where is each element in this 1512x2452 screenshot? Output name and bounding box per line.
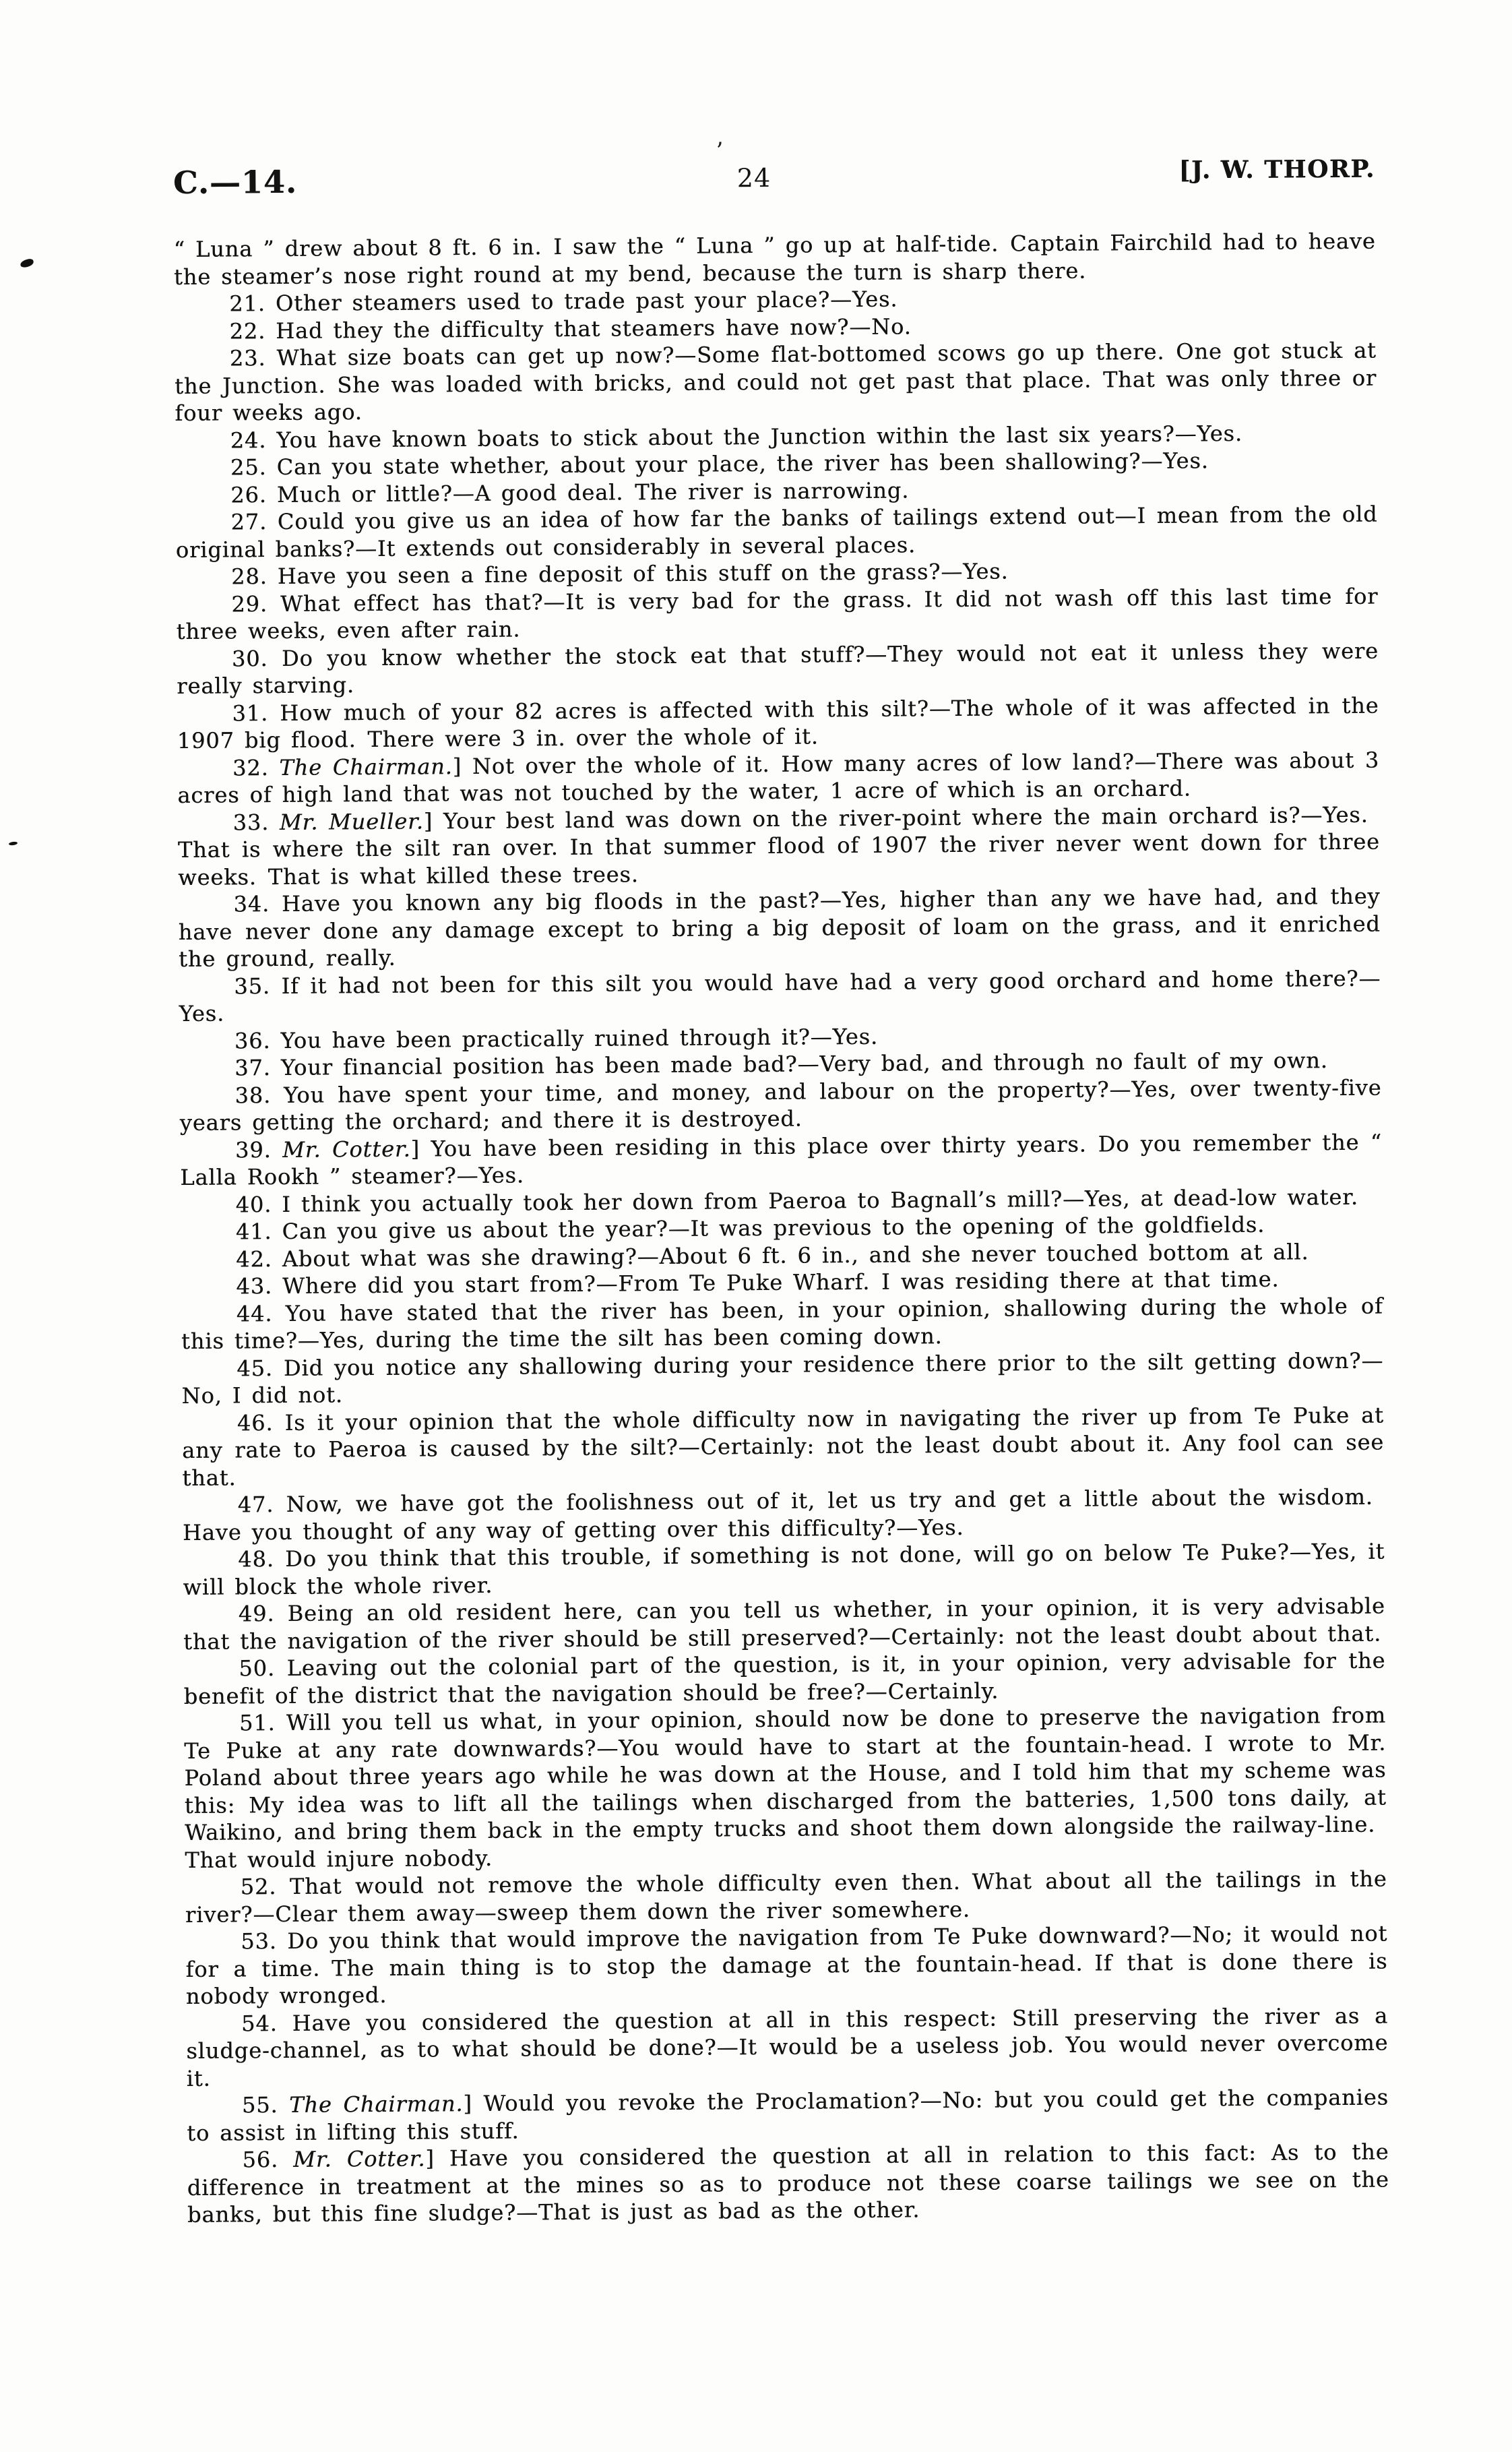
qa-paragraph: 51. Will you tell us what, in your opinion, should now be done to preserve the navigation from Te Puke at any rate downwards?—You would have to start at the fountain-head. I wrote to Mr. Poland about three years ago while he was down at the House, and I told him that my scheme was this: My idea was to lift all the tailings when discharged from the batteries, 1,500 tons daily, at Waikino, and bring them back in the empty trucks and shoot them down alongside the railway-line. That would injure nobody. (184, 1702, 1387, 1873)
qa-paragraph: 42. About what was she drawing?—About 6 ft. 6 in., and she never touched bottom at all. (236, 1238, 1309, 1272)
qa-paragraph: “ Luna ” drew about 8 ft. 6 in. I saw the “ Luna ” go up at half-tide. Captain Fairchild had to heave the steamer’s nose right round at my bend, because the turn is sharp there. (173, 228, 1376, 290)
qa-paragraph: 37. Your financial position has been made bad?—Very bad, and through no fault of my own. (234, 1047, 1328, 1081)
qa-paragraph: 54. Have you considered the question at all in this respect: Still preserving the river as a sludge-channel, as to what should be done?—It would be a useless job. You would never overcome it. (186, 2002, 1389, 2091)
qa-paragraph: 43. Where did you start from?—From Te Puke Wharf. I was residing there at that time. (236, 1266, 1280, 1299)
qa-paragraph: 53. Do you think that would improve the navigation from Te Puke downward?—No; it would not for a time. The main thing is to stop the damage at the fountain-head. If that is done there is nobody wronged. (185, 1920, 1388, 2009)
qa-paragraph: 34. Have you known any big floods in the past?—Yes, higher than any we have had, and they have never done any damage except to bring a big deposit of loam on the grass, and it enriched the ground, really. (178, 883, 1381, 973)
qa-paragraph: 33. Mr. Mueller.] Your best land was down on the river-point where the main orchard is?—Yes. That is where the silt ran over. In that summer flood of 1907 the river never went down for three weeks. That is what killed these trees. (177, 801, 1381, 890)
qa-paragraph: 31. How much of your 82 acres is affected with this silt?—The whole of it was affected in the 1907 big flood. There were 3 in. over the whole of it. (177, 692, 1379, 754)
qa-paragraph: 50. Leaving out the colonial part of the question, is it, in your opinion, very advisable for the benefit of the district that the navigation should be free?—Certainly. (183, 1647, 1386, 1709)
qa-paragraph: 41. Can you give us about the year?—It was previous to the opening of the goldfields. (235, 1211, 1265, 1245)
qa-paragraph: 52. That would not remove the whole difficulty even then. What about all the tailings in the river?—Clear them away—sweep them down the river somewhere. (185, 1866, 1387, 1928)
qa-paragraph: 48. Do you think that this trouble, if something is not done, will go on below Te Puke?—Yes, it will block the whole river. (183, 1538, 1385, 1600)
qa-paragraph: 39. Mr. Cotter.] You have been residing in this place over thirty years. Do you remember the “ Lalla Rookh ” steamer?—Yes. (180, 1129, 1383, 1191)
qa-paragraph: 24. You have known boats to stick about the Junction within the last six years?—Yes. (230, 420, 1243, 453)
qa-paragraph: 30. Do you know whether the stock eat that stuff?—They would not eat it unless they were really starving. (177, 638, 1379, 700)
qa-paragraph: 22. Had they the difficulty that steamers have now?—No. (229, 313, 912, 344)
qa-paragraph: 21. Other steamers used to trade past your place?—Yes. (229, 286, 898, 317)
qa-paragraph: 27. Could you give us an idea of how far the banks of tailings extend out—I mean from the old original banks?—It extends out considerably in several places. (175, 501, 1378, 563)
document-reference: C.—14. (172, 163, 298, 202)
qa-paragraph: 32. The Chairman.] Not over the whole of it. How many acres of low land?—There was about 3 acres of high land that was not touched by the water, 1 acre of which is an orchard. (177, 747, 1380, 809)
qa-paragraph: 55. The Chairman.] Would you revoke the Proclamation?—No: but you could get the companies to assist in lifting this stuff. (187, 2084, 1389, 2146)
transcript-body (174, 228, 1390, 2229)
qa-paragraph: 46. Is it your opinion that the whole difficulty now in navigating the river up from Te Puke at any rate to Paeroa is caused by the silt?—Certainly: not the least doubt about it. Any fool can see that. (182, 1402, 1385, 1491)
qa-paragraph: 29. What effect has that?—It is very bad for the grass. It did not wash off this last time for three weeks, even after rain. (176, 583, 1379, 645)
qa-paragraph: 44. You have stated that the river has been, in your opinion, shallowing during the whole of this time?—Yes, during the time the silt has been coming down. (181, 1293, 1383, 1354)
witness-reference: [J. W. THORP. (1178, 154, 1376, 185)
qa-paragraph: 45. Did you notice any shallowing during your residence there prior to the silt getting down?—No, I did not. (181, 1347, 1384, 1409)
qa-paragraph: 35. If it had not been for this silt you would have had a very good orchard and home there?—Yes. (179, 965, 1381, 1027)
qa-paragraph: 56. Mr. Cotter.] Have you considered the question at all in relation to this fact: As to the difference in treatment at the mines so as to produce not these coarse tailings we see on the banks, but this fine sludge?—That is just as bad as the other. (187, 2139, 1389, 2228)
stray-apostrophe-mark: ’ (716, 137, 724, 165)
qa-paragraph: 23. What size boats can get up now?—Some flat-bottomed scows go up there. One got stuck at the Junction. She was loaded with bricks, and could not get past that place. That was only three or four weeks ago. (175, 337, 1377, 427)
qa-paragraph: 38. You have spent your time, and money, and labour on the property?—Yes, over twenty-five years getting the orchard; and there it is destroyed. (179, 1074, 1382, 1136)
qa-paragraph: 25. Can you state whether, about your place, the river has been shallowing?—Yes. (230, 448, 1209, 481)
page-number: 24 (736, 162, 771, 193)
qa-paragraph: 28. Have you seen a fine deposit of this stuff on the grass?—Yes. (230, 558, 1009, 590)
qa-paragraph: 26. Much or little?—A good deal. The river is narrowing. (230, 477, 910, 508)
qa-paragraph: 36. You have been practically ruined through it?—Yes. (234, 1023, 879, 1053)
page-header (172, 137, 1376, 208)
qa-paragraph: 47. Now, we have got the foolishness out of it, let us try and get a little about the wisdom. Have you thought of any way of getting over this difficulty?—Yes. (182, 1483, 1385, 1545)
qa-paragraph: 49. Being an old resident here, can you tell us whether, in your opinion, it is very advisable that the navigation of the river should be still preserved?—Certainly: not the least doubt about that. (183, 1593, 1385, 1655)
qa-paragraph: 40. I think you actually took her down from Paeroa to Bagnall’s mill?—Yes, at dead-low water. (235, 1184, 1359, 1217)
